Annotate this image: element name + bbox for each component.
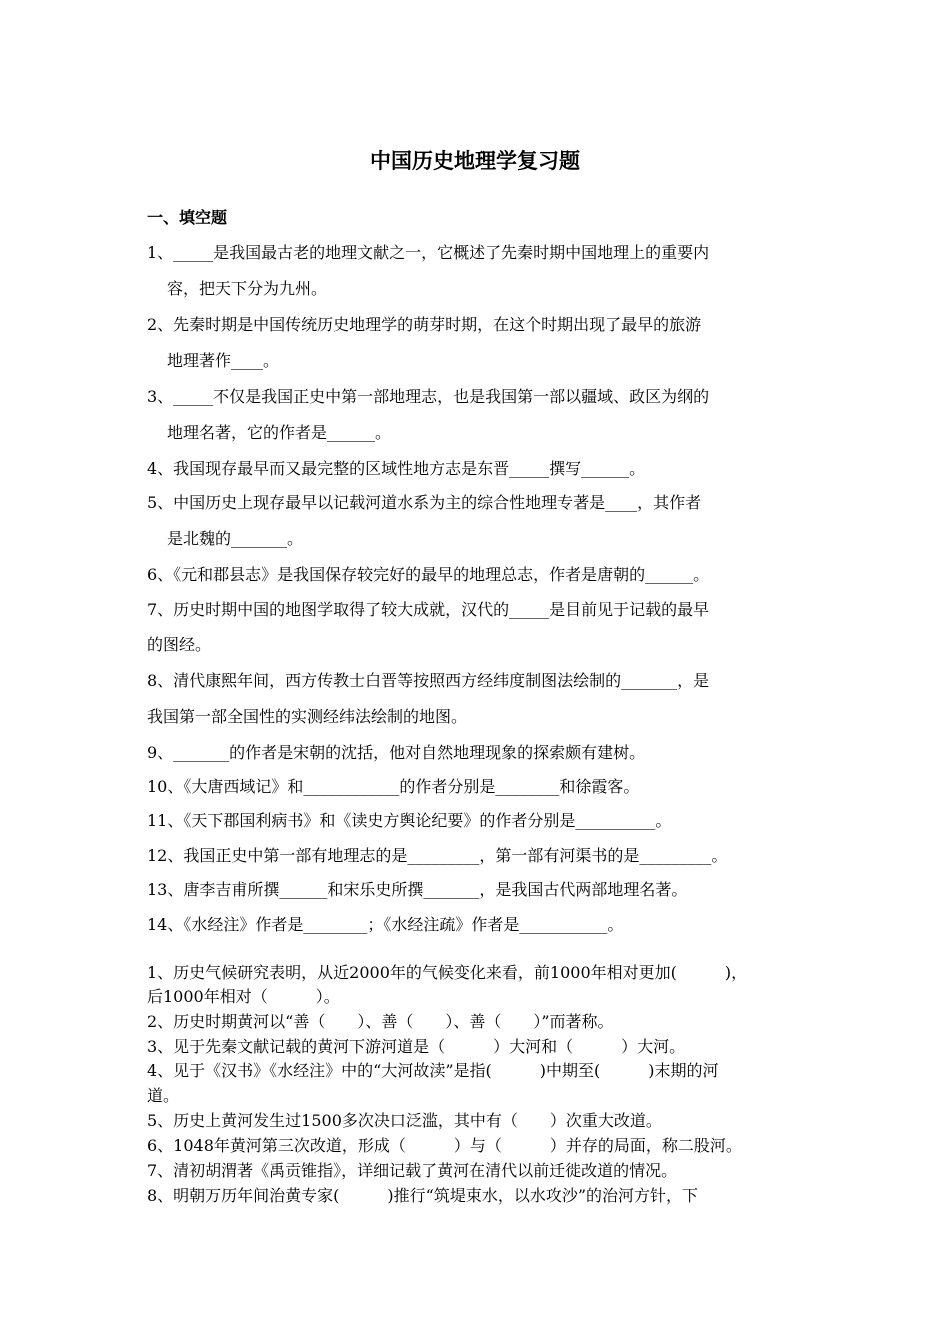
- question-1-line-1: 1、_____是我国最古老的地理文献之一，它概述了先秦时期中国地理上的重要内: [147, 243, 710, 262]
- part2-line-4: 3、见于先秦文献记载的黄河下游河道是（ ）大河和（ ）大河。: [147, 1037, 686, 1056]
- part2-line-3: 2、历史时期黄河以“善（ ）、善（ ）、善（ ）”而著称。: [147, 1012, 614, 1031]
- question-3-line-1: 3、_____不仅是我国正史中第一部地理志，也是我国第一部以疆域、政区为纲的: [147, 387, 710, 406]
- question-12: 12、我国正史中第一部有地理志的是_________，第一部有河渠书的是_________。: [147, 846, 728, 865]
- question-4: 4、我国现存最早而又最完整的区域性地方志是东晋_____撰写______。: [147, 459, 646, 478]
- question-5-line-2: 是北魏的_______。: [167, 529, 304, 548]
- question-3-line-2: 地理名著，它的作者是______。: [167, 423, 392, 442]
- question-11: 11、《天下郡国利病书》和《读史方舆论纪要》的作者分别是__________。: [147, 811, 672, 830]
- question-7-line-1: 7、历史时期中国的地图学取得了较大成就，汉代的_____是目前见于记载的最早: [147, 600, 710, 619]
- part2-line-5: 4、见于《汉书》《水经注》中的“大河故渎”是指( )中期至( )末期的河: [147, 1061, 719, 1080]
- question-14: 14、《水经注》作者是________；《水经注疏》作者是___________。: [147, 915, 624, 934]
- part2-line-1: 1、历史气候研究表明，从近2000年的气候变化来看，前1000年相对更加( )，: [147, 963, 748, 982]
- part2-line-2: 后1000年相对（ ）。: [147, 987, 340, 1006]
- question-2-line-1: 2、先秦时期是中国传统历史地理学的萌芽时期，在这个时期出现了最早的旅游: [147, 315, 702, 334]
- part2-line-9: 7、清初胡渭著《禹贡锥指》，详细记载了黄河在清代以前迁徙改道的情况。: [147, 1161, 678, 1180]
- part2-line-8: 6、1048年黄河第三次改道，形成（ ）与（ ）并存的局面，称二股河。: [147, 1136, 742, 1155]
- page-title: 中国历史地理学复习题: [370, 149, 580, 173]
- question-1-line-2: 容，把天下分为九州。: [167, 279, 328, 298]
- question-8-line-2: 我国第一部全国性的实测经纬法绘制的地图。: [147, 707, 468, 726]
- question-2-line-2: 地理著作____。: [167, 351, 280, 370]
- question-9: 9、_______的作者是宋朝的沈括，他对自然地理现象的探索颇有建树。: [147, 743, 646, 762]
- question-8-line-1: 8、清代康熙年间，西方传教士白晋等按照西方经纬度制图法绘制的_______，是: [147, 671, 710, 690]
- question-13: 13、唐李吉甫所撰______和宋乐史所撰_______，是我国古代两部地理名著。: [147, 880, 688, 899]
- question-7-line-2: 的图经。: [147, 635, 212, 654]
- part2-line-10: 8、明朝万历年间治黄专家( )推行“筑堤束水，以水攻沙”的治河方针，下: [147, 1186, 699, 1205]
- part2-line-7: 5、历史上黄河发生过1500多次决口泛滥，其中有（ ）次重大改道。: [147, 1111, 662, 1130]
- section-heading-fill-in: 一、填空题: [147, 208, 228, 227]
- question-10: 10、《大唐西域记》和____________的作者分别是________和徐霞客。: [147, 777, 640, 796]
- part2-line-6: 道。: [147, 1086, 180, 1105]
- question-6: 6、《元和郡县志》是我国保存较完好的最早的地理总志，作者是唐朝的______。: [147, 565, 710, 584]
- question-5-line-1: 5、中国历史上现存最早以记载河道水系为主的综合性地理专著是____，其作者: [147, 493, 702, 512]
